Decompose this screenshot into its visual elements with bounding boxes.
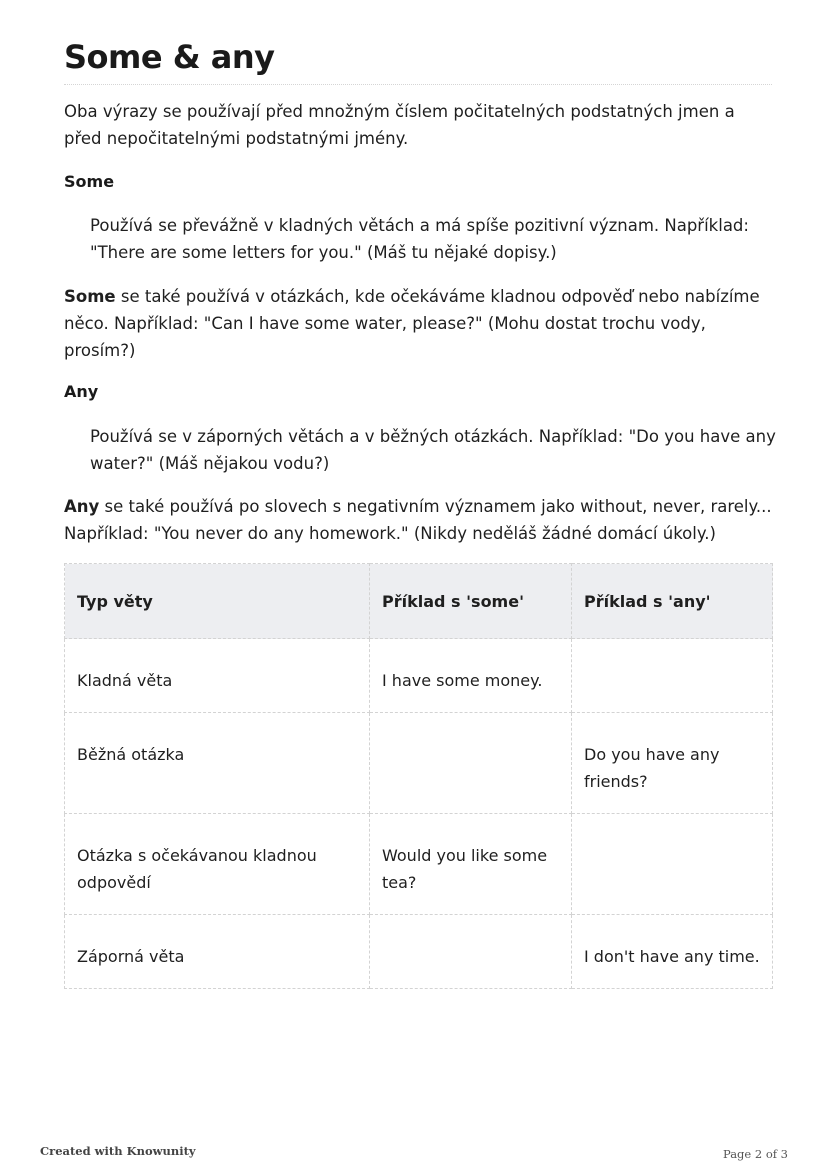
table-cell: [572, 814, 773, 915]
header-sentence-type: Typ věty: [65, 564, 370, 639]
table-cell: Záporná věta: [65, 915, 370, 989]
some-extra-bold: Some: [64, 287, 116, 306]
footer-credit: Created with Knowunity: [40, 1144, 196, 1158]
table-cell: I have some money.: [370, 639, 572, 713]
page-number: Page 2 of 3: [722, 1147, 788, 1161]
table-cell: I don't have any time.: [572, 915, 773, 989]
table-cell: Would you like some tea?: [370, 814, 572, 915]
some-extra-paragraph: [64, 283, 776, 364]
any-extra-paragraph: [64, 493, 776, 547]
table-row: [65, 713, 773, 814]
table-cell: Otázka s očekávanou kladnou odpovědí: [65, 814, 370, 915]
some-extra-text: se také používá v otázkách, kde očekáváme kladnou odpověď nebo nabízíme něco. Například: "Can I have some water, please?" (Mohu dostat trochu vody, prosím?): [64, 287, 760, 360]
table-row: [65, 814, 773, 915]
table-row: [65, 639, 773, 713]
any-extra-text: se také používá po slovech s negativním významem jako without, never, rarely... Například: "You never do any homework." (Nikdy neděláš žádné domácí úkoly.): [64, 497, 772, 543]
intro-paragraph: Oba výrazy se používají před množným číslem počitatelných podstatných jmen a před nepočitatelnými podstatnými jmény.: [64, 102, 735, 148]
some-usage-paragraph: Používá se převážně v kladných větách a má spíše pozitivní význam. Například: "There are some letters for you." (Máš tu nějaké dopisy.): [90, 216, 749, 262]
table-cell: [370, 915, 572, 989]
table-header-row: [65, 564, 773, 639]
table-cell: [572, 639, 773, 713]
any-heading: Any: [64, 382, 99, 401]
some-heading: Some: [64, 172, 115, 191]
page-title: Some & any: [64, 38, 772, 85]
table-cell: Běžná otázka: [65, 713, 370, 814]
table-row: [65, 915, 773, 989]
any-extra-bold: Any: [64, 497, 100, 516]
header-some-example: Příklad s 'some': [370, 564, 572, 639]
table-cell: [370, 713, 572, 814]
comparison-table: [64, 563, 773, 989]
header-any-example: Příklad s 'any': [572, 564, 773, 639]
table-cell: Kladná věta: [65, 639, 370, 713]
any-usage-paragraph: Používá se v záporných větách a v běžných otázkách. Například: "Do you have any water?" (Máš nějakou vodu?): [90, 427, 776, 473]
table-cell: Do you have any friends?: [572, 713, 773, 814]
